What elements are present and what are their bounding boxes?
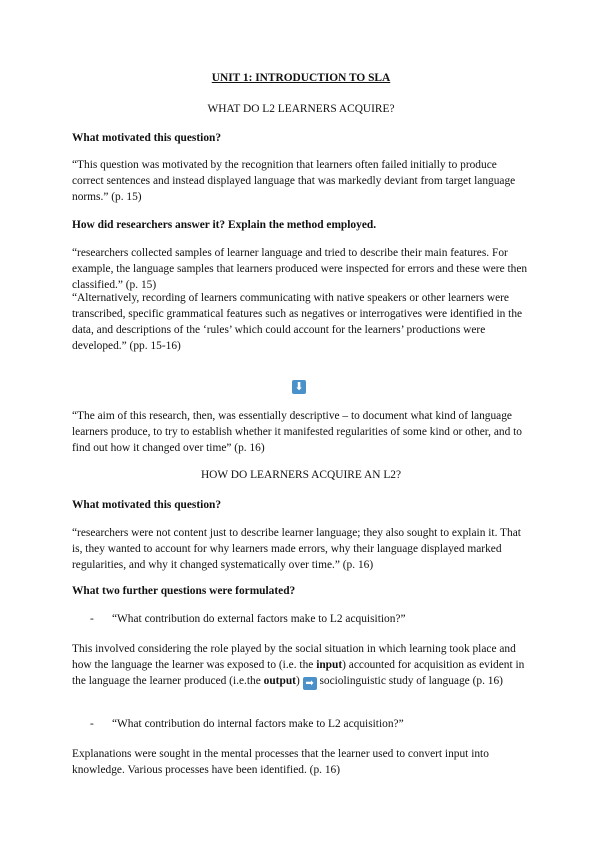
bullet-marker-2: - <box>90 718 94 730</box>
paragraph-internal: Explanations were sought in the mental processes that the learner used to convert input into knowledge. Various processes have been identified. (p. 16) <box>72 748 489 776</box>
question-motivation-1: What motivated this question? <box>72 132 222 144</box>
question-method: How did researchers answer it? Explain the method employed. <box>72 219 377 231</box>
answer-aim: “The aim of this research, then, was essentially descriptive – to document what kind of language learners produce, to try to establish whether it manifested regularities of some kind or other, and to find out how it changed over time” (p. 16) <box>72 410 522 454</box>
arrow-down-icon: ⬇ <box>292 380 306 394</box>
paragraph-external <box>72 641 530 690</box>
paragraph-external-text-3: ) <box>295 675 303 687</box>
unit-title: UNIT 1: INTRODUCTION TO SLA <box>211 72 391 84</box>
question-further: What two further questions were formulated? <box>72 585 296 597</box>
paragraph-external-text-4: sociolinguistic study of language (p. 16) <box>316 675 503 687</box>
arrow-right-icon: ➡ <box>303 677 317 690</box>
input-term: input <box>316 659 343 671</box>
paragraph-external-text-1: This involved considering the role played by the social situation in which learning took place and how the language the learner was exposed to (i.e. the <box>72 643 516 671</box>
bullet-external-factors: “What contribution do external factors make to L2 acquisition?” <box>112 613 406 625</box>
answer-method-1: “researchers collected samples of learner language and tried to describe their main features. For example, the language samples that learners produced were inspected for errors and these were then classified.” (p. 15) <box>72 247 528 291</box>
bullet-internal-factors: “What contribution do internal factors make to L2 acquisition?” <box>112 718 404 730</box>
output-term: output <box>263 675 296 687</box>
question-motivation-2: What motivated this question? <box>72 499 222 511</box>
section-heading-how: HOW DO LEARNERS ACQUIRE AN L2? <box>200 469 402 481</box>
answer-motivation-2: “researchers were not content just to describe learner language; they also sought to explain it. That is, they wanted to account for why learners made errors, why their language displayed marked regularities, and why it changed systematically over time.” (p. 16) <box>72 527 521 571</box>
answer-method-2: “Alternatively, recording of learners communicating with native speakers or other learners were transcribed, specific grammatical features such as negatives or interrogatives were identified in the data, and descriptions of the ‘rules’ which could account for the learners’ productions were developed.” (pp. 15-16) <box>72 292 523 352</box>
section-heading-what: WHAT DO L2 LEARNERS ACQUIRE? <box>207 103 395 115</box>
paragraph-external-text-2: ) accounted for acquisition as evident in the language the learner produced (i.e.the <box>72 659 525 687</box>
answer-motivation-1: “This question was motivated by the recognition that learners often failed initially to produce correct sentences and instead displayed language that was markedly deviant from target language norms.” (p. 15) <box>72 159 516 203</box>
bullet-marker-1: - <box>90 613 94 625</box>
